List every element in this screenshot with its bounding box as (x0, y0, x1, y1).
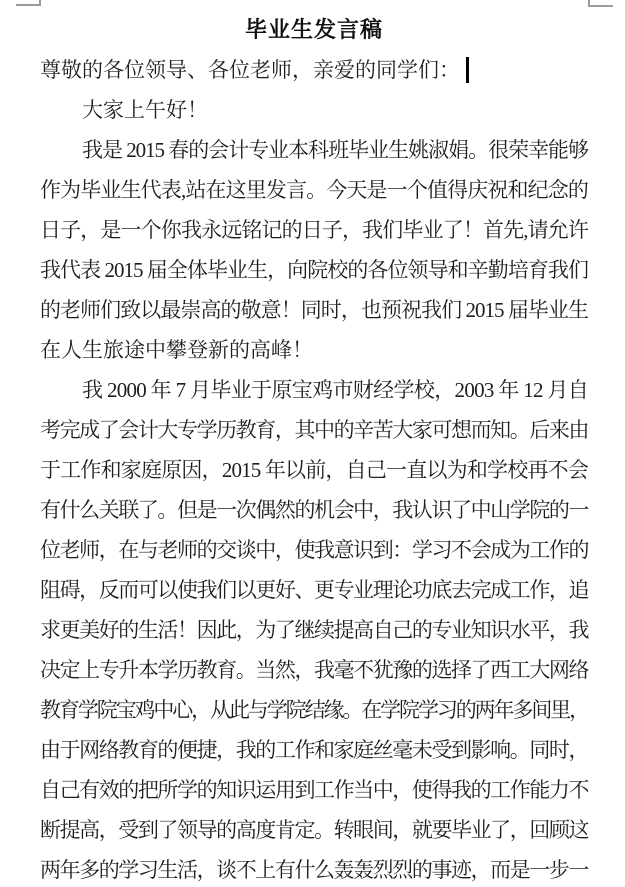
text-line[interactable] (40, 610, 588, 650)
document-text-area[interactable] (40, 10, 588, 887)
text-line[interactable] (40, 170, 588, 210)
text-line-content: 在人生旅途中攀登新的高峰！ (40, 338, 313, 362)
text-line[interactable] (40, 690, 588, 730)
text-line[interactable] (40, 530, 588, 570)
text-cursor-caret (466, 57, 469, 83)
text-line-content: 教育学院宝鸡中心，从此与学院结缘。在学院学习的两年多间里， (40, 698, 588, 722)
text-line-content: 作为毕业生代表,站在这里发言。今天是一个值得庆祝和纪念的 (40, 178, 588, 202)
text-line-content: 大家上午好！ (82, 98, 208, 122)
text-line[interactable] (40, 450, 588, 490)
text-line[interactable] (40, 850, 588, 887)
text-line-content: 自己有效的把所学的知识运用到工作当中，使得我的工作能力不 (40, 778, 588, 802)
document-title[interactable]: 毕业生发言稿 (244, 17, 383, 42)
text-line[interactable] (40, 370, 588, 410)
text-line-content: 于工作和家庭原因，2015 年以前，自己一直以为和学校再不会 (40, 458, 588, 482)
text-line[interactable] (40, 490, 588, 530)
text-line-content: 两年多的学习生活，谈不上有什么轰轰烈烈的事迹，而是一步一 (40, 858, 588, 882)
text-line[interactable] (40, 50, 588, 90)
text-line-content: 我 2000 年 7 月毕业于原宝鸡市财经学校，2003 年 12 月自 (82, 378, 588, 402)
text-line-content: 位老师，在与老师的交谈中，使我意识到：学习不会成为工作的 (40, 538, 588, 562)
text-line-content: 阻碍，反而可以使我们以更好、更专业理论功底去完成工作，追 (40, 578, 588, 602)
text-line[interactable] (40, 570, 588, 610)
text-line-content: 考完成了会计大专学历教育，其中的辛苦大家可想而知。后来由 (40, 418, 588, 442)
text-line[interactable] (40, 90, 588, 130)
text-boundary-mark-top-right (588, 0, 613, 7)
text-line[interactable] (40, 330, 588, 370)
text-line[interactable] (40, 730, 588, 770)
document-body (40, 50, 588, 887)
text-line[interactable] (40, 650, 588, 690)
text-line[interactable] (40, 130, 588, 170)
text-boundary-mark-top-left (16, 0, 41, 6)
text-line-content: 我是 2015 春的会计专业本科班毕业生姚淑娟。很荣幸能够 (82, 138, 588, 162)
text-line-content: 有什么关联了。但是一次偶然的机会中，我认识了中山学院的一 (40, 498, 588, 522)
text-line[interactable] (40, 210, 588, 250)
text-line[interactable] (40, 290, 588, 330)
text-line-content: 我代表 2015 届全体毕业生，向院校的各位领导和辛勤培育我们 (40, 258, 588, 282)
text-line-content: 日子，是一个你我永远铭记的日子，我们毕业了！首先,请允许 (40, 218, 588, 242)
text-line-content: 求更美好的生活！因此，为了继续提高自己的专业知识水平，我 (40, 618, 588, 642)
text-line[interactable] (40, 250, 588, 290)
text-line[interactable] (40, 810, 588, 850)
text-line-content: 尊敬的各位领导、各位老师，亲爱的同学们： (40, 58, 460, 82)
text-line[interactable] (40, 770, 588, 810)
text-line-content: 决定上专升本学历教育。当然，我毫不犹豫的选择了西工大网络 (40, 658, 588, 682)
text-line-content: 的老师们致以最崇高的敬意！同时，也预祝我们 2015 届毕业生 (40, 298, 588, 322)
text-line[interactable] (40, 410, 588, 450)
text-line-content: 由于网络教育的便捷，我的工作和家庭丝毫未受到影响。同时， (40, 738, 588, 762)
text-line-content: 断提高，受到了领导的高度肯定。转眼间，就要毕业了，回顾这 (40, 818, 588, 842)
